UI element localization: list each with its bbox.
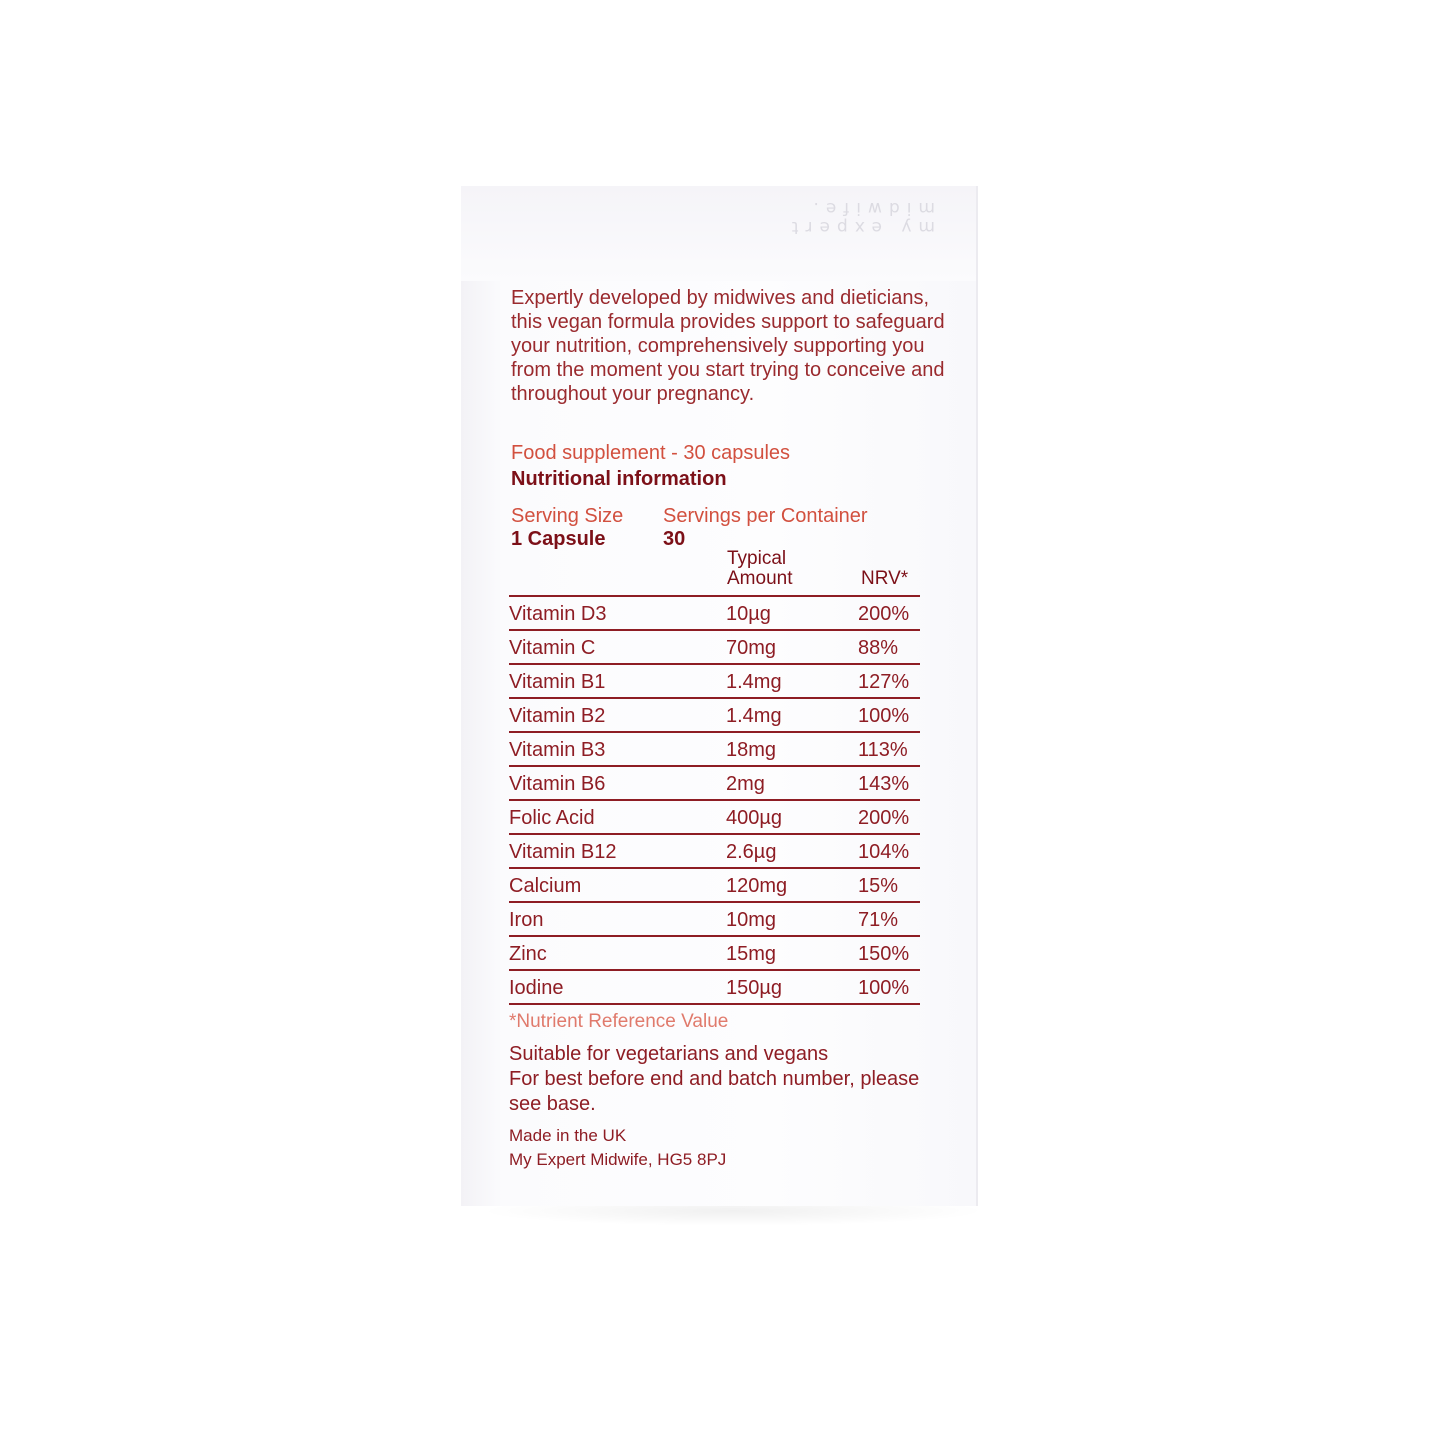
- nutrient-name: Vitamin B6: [509, 773, 606, 795]
- table-row: [509, 631, 920, 665]
- nutrient-nrv: 143%: [858, 773, 910, 795]
- nutrient-nrv: 100%: [858, 705, 910, 727]
- food-supplement-label: Food supplement - 30 capsules: [511, 442, 791, 464]
- footnote: *Nutrient Reference Value: [509, 1011, 729, 1032]
- servings-per-container-label: Servings per Container: [663, 505, 868, 527]
- nutrient-amount: 18mg: [726, 739, 777, 761]
- servings-per-container-value: 30: [663, 528, 686, 550]
- nutrient-nrv: 88%: [858, 637, 899, 659]
- nutrient-amount: 70mg: [726, 637, 777, 659]
- nutrient-amount: 1.4mg: [726, 671, 782, 693]
- box-edge: [976, 186, 978, 1206]
- table-row: [509, 733, 920, 767]
- nutrient-nrv: 15%: [858, 875, 899, 897]
- nutrient-nrv: 150%: [858, 943, 910, 965]
- nutrient-amount: 1.4mg: [726, 705, 782, 727]
- nutrient-name: Folic Acid: [509, 807, 595, 829]
- nutrient-amount: 15mg: [726, 943, 777, 965]
- col-head-amount: [727, 549, 792, 589]
- nutrient-amount: 10µg: [726, 603, 771, 625]
- nutrient-nrv: 104%: [858, 841, 910, 863]
- serving-size-value: 1 Capsule: [511, 528, 606, 550]
- table-row: [509, 835, 920, 869]
- serving-size-label: Serving Size: [511, 505, 624, 527]
- nutrient-amount: 2.6µg: [726, 841, 777, 863]
- nutrient-name: Vitamin C: [509, 637, 596, 659]
- brand-line-2: midwife.: [806, 198, 935, 218]
- nutrient-amount: 10mg: [726, 909, 777, 931]
- col-head-amount-line2: Amount: [727, 568, 793, 589]
- made-in-line: Made in the UK: [509, 1126, 627, 1145]
- nutrient-amount: 400µg: [726, 807, 783, 829]
- brand-line-1: my expert: [784, 217, 935, 237]
- table-row: [509, 869, 920, 903]
- nutrient-amount: 120mg: [726, 875, 788, 897]
- suitable-line: Suitable for vegetarians and vegans: [509, 1043, 829, 1065]
- table-row: [509, 767, 920, 801]
- table-row: [509, 903, 920, 937]
- made-in-block: [509, 1124, 726, 1172]
- col-head-amount-line1: Typical: [727, 548, 787, 569]
- intro-text: Expertly developed by midwives and dieticians, this vegan formula provides support to safeguard your nutrition, comprehensively supporting you from the moment you start trying to conceive and throughout your pregnancy.: [511, 287, 945, 405]
- table-row: [509, 699, 920, 733]
- brand-logo: [515, 196, 935, 236]
- nutrient-amount: 2mg: [726, 773, 765, 795]
- col-head-nrv: NRV*: [861, 568, 909, 589]
- nutrient-nrv: 127%: [858, 671, 910, 693]
- table-row: [509, 801, 920, 835]
- table-row: [509, 937, 920, 971]
- table-row: [509, 971, 920, 1005]
- nutrient-nrv: 71%: [858, 909, 899, 931]
- nutrient-name: Iron: [509, 909, 544, 931]
- nutrition-table: [509, 595, 920, 1005]
- nutrient-name: Vitamin B2: [509, 705, 606, 727]
- best-before-line: For best before end and batch number, please see base.: [509, 1068, 920, 1115]
- nutrient-nrv: 200%: [858, 603, 910, 625]
- nutrient-name: Calcium: [509, 875, 582, 897]
- nutrient-name: Vitamin B1: [509, 671, 606, 693]
- table-row: [509, 597, 920, 631]
- nutrient-amount: 150µg: [726, 977, 783, 999]
- nutrient-nrv: 200%: [858, 807, 910, 829]
- nutrient-name: Vitamin B12: [509, 841, 617, 863]
- nutrient-name: Zinc: [509, 943, 547, 965]
- nutrient-name: Vitamin D3: [509, 603, 607, 625]
- suitability-text: [509, 1042, 949, 1117]
- nutrient-nrv: 100%: [858, 977, 910, 999]
- nutrient-name: Iodine: [509, 977, 564, 999]
- nutritional-info-title: Nutritional information: [511, 468, 727, 490]
- nutrient-name: Vitamin B3: [509, 739, 606, 761]
- nutrient-nrv: 113%: [858, 739, 908, 761]
- address-line: My Expert Midwife, HG5 8PJ: [509, 1150, 727, 1169]
- table-row: [509, 665, 920, 699]
